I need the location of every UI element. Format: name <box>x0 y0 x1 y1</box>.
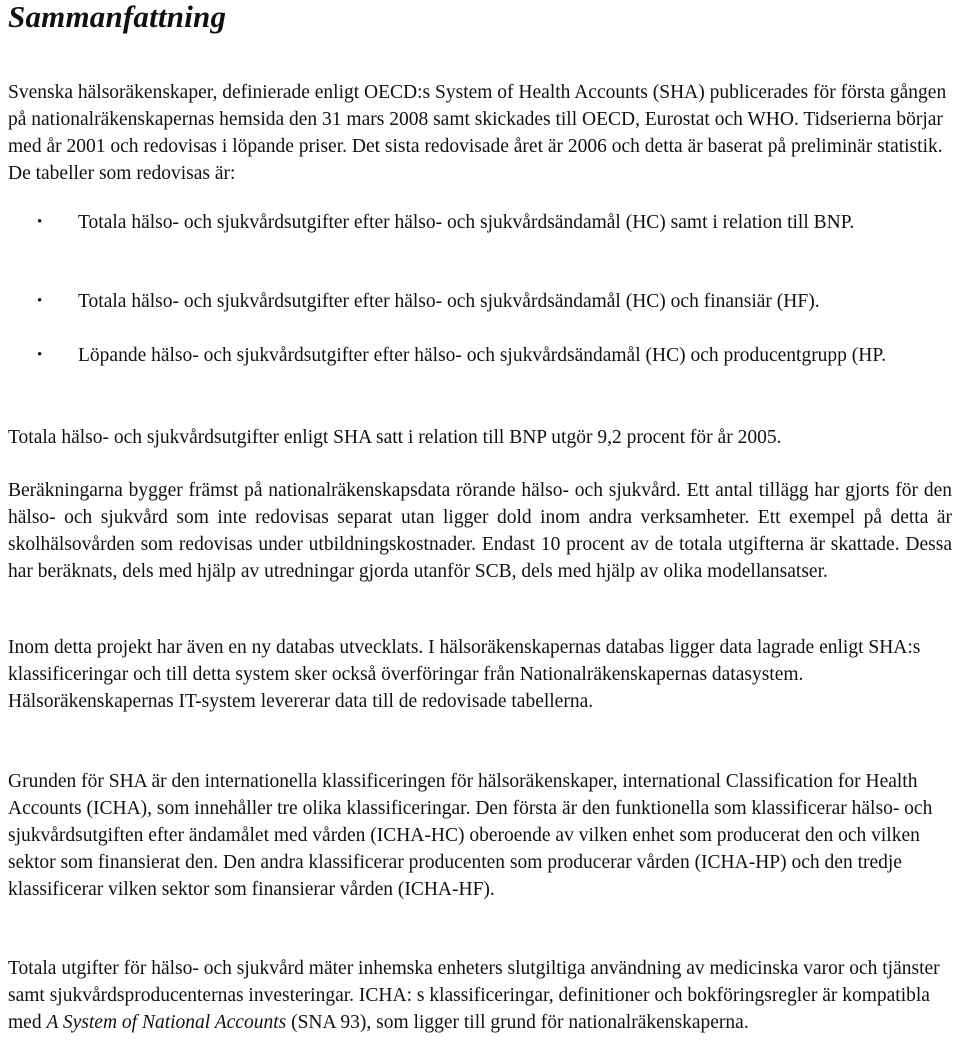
bullet-icon: • <box>37 347 43 363</box>
berakningarna-paragraph: Beräkningarna bygger främst på nationalräkenskapsdata rörande hälso- och sjukvård. Ett antal tillägg har gjorts för den hälso- och sjukvård som inte redovisas separat utan ligger dold inom andra verksamheter. Ett exempel på detta är skolhälsovården som redovisas under utbildningskostnader. Endast 10 procent av de totala utgifterna är skattade. Dessa har beräknats, dels med hjälp av utredningar gjorda utanför SCB, dels med hjälp av olika modellansatser. <box>8 480 952 582</box>
grunden-paragraph: Grunden för SHA är den internationella klassificeringen för hälsoräkenskaper, international Classification for Health Accounts (ICHA), som innehåller tre olika klassificeringar. Den första är den funktionella som klassificerar hälso- och sjukvårdsutgiften efter ändamålet med vården (ICHA-HC) oberoende av vilken enhet som producerat den och vilken sektor som finansierat den. Den andra klassificerar producenten som producerar vården (ICHA-HP) och den tredje klassificerar vilken sektor som finansierar vården (ICHA-HF). <box>8 771 933 900</box>
totala-text-before: Totala utgifter för hälso- och sjukvård mäter inhemska enheters slutgiltiga användning av medicinska varor och tjänster samt sjukvårdsproducenternas investeringar. ICHA: s klassificeringar, definitioner och bokföringsregler är kompatibla med <box>8 958 940 1033</box>
list-item <box>8 209 952 236</box>
document-page <box>8 0 952 1033</box>
sna-title: A System of National Accounts <box>46 1012 287 1033</box>
bullet-list-2 <box>8 288 952 315</box>
page-title: Sammanfattning <box>8 0 227 34</box>
totala-text-after: (SNA 93), som ligger till grund för nationalräkenskaperna. <box>286 1012 749 1033</box>
bullet-icon: • <box>37 214 43 230</box>
bullet-list-3 <box>8 342 952 369</box>
bnp-paragraph: Totala hälso- och sjukvårdsutgifter enligt SHA satt i relation till BNP utgör 9,2 procent för år 2005. <box>8 427 782 448</box>
list-item <box>8 342 952 369</box>
bullet-text: Totala hälso- och sjukvårdsutgifter efter hälso- och sjukvårdsändamål (HC) och finansiär (HF). <box>78 291 820 312</box>
totala-paragraph <box>8 955 952 1036</box>
list-item <box>8 288 952 315</box>
intro-paragraph: Svenska hälsoräkenskaper, definierade enligt OECD:s System of Health Accounts (SHA) publicerades för första gången på nationalräkenskapernas hemsida den 31 mars 2008 samt skickades till OECD, Eurostat och WHO. Tidserierna börjar med år 2001 och redovisas i löpande priser. Det sista redovisade året är 2006 och detta är baserat på preliminär statistik. De tabeller som redovisas är: <box>8 82 947 184</box>
bullet-icon: • <box>37 293 43 309</box>
bullet-text: Totala hälso- och sjukvårdsutgifter efter hälso- och sjukvårdsändamål (HC) samt i relation till BNP. <box>78 212 855 233</box>
databas-paragraph: Inom detta projekt har även en ny databas utvecklats. I hälsoräkenskapernas databas ligger data lagrade enligt SHA:s klassificeringar och till detta system sker också överföringar från Nationalräkenskapernas datasystem. Hälsoräkenskapernas IT-system levererar data till de redovisade tabellerna. <box>8 637 921 712</box>
bullet-list-1 <box>8 209 952 236</box>
bullet-text: Löpande hälso- och sjukvårdsutgifter efter hälso- och sjukvårdsändamål (HC) och producentgrupp (HP. <box>78 345 886 366</box>
